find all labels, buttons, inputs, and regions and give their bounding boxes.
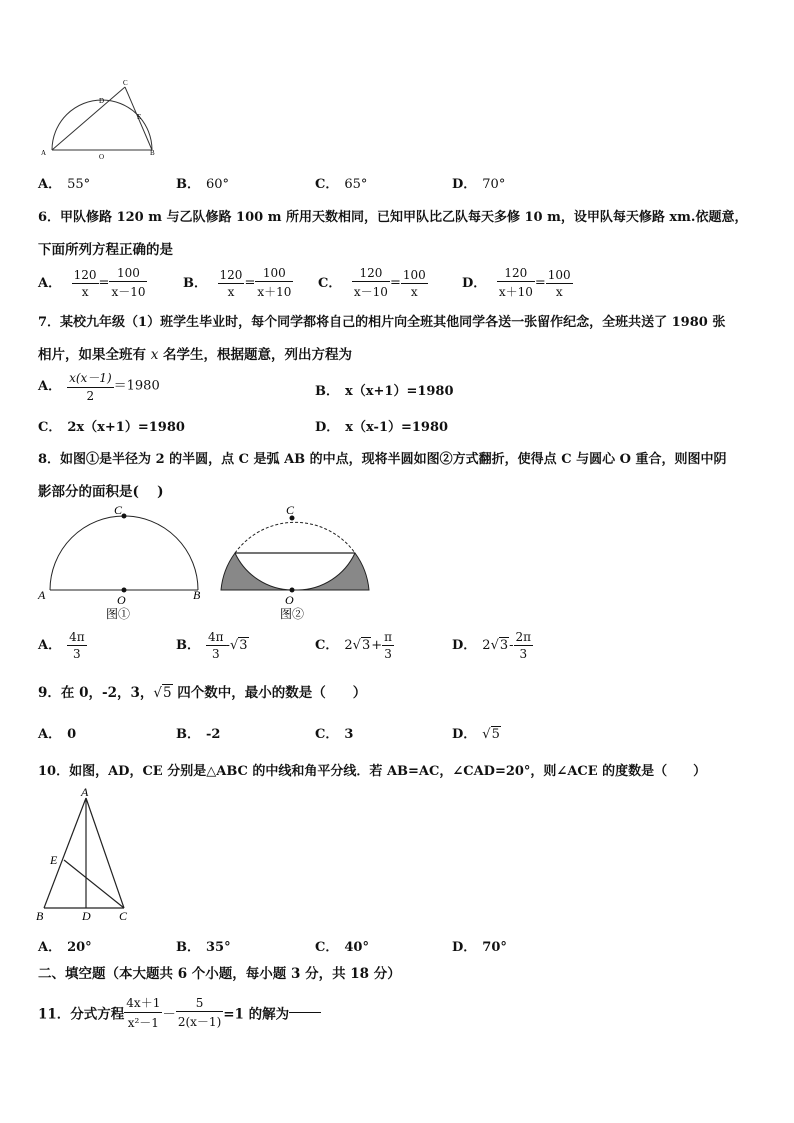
q10-stem: 10．如图，AD，CE 分别是△ABC 的中线和角平分线．若 AB=AC，∠CAD=20°，则∠ACE 的度数是（ ）: [38, 764, 707, 779]
q6-option-b[interactable]: B． $\frac{120}{x}$ = $\frac{100}{x+10}$: [183, 266, 292, 299]
q8-fig2-label-o: O: [285, 593, 294, 607]
q6-c-frac1: $\frac{120}{x-10}$: [353, 266, 388, 299]
q8-d-frac: $\frac{2\pi}{3}$: [515, 630, 532, 661]
q9-option-c[interactable]: C． 3: [315, 727, 354, 742]
q7-option-b[interactable]: B． x（x+1）=1980: [315, 384, 454, 399]
q8-stem-line1: 8．如图①是半径为 2 的半圆，点 C 是弧 AB 的中点，现将半圆如图②方式翻折，使得点 C 与圆心 O 重合，则图中阴: [38, 452, 727, 467]
section-2-heading: 二、填空题（本大题共 6 个小题，每小题 3 分，共 18 分）: [38, 966, 401, 982]
q8-stem-line2: 影部分的面积是( ): [38, 484, 164, 500]
q7-stem-line1: 7．某校九年级（1）班学生毕业时，每个同学都将自己的相片向全班其他同学各送一张留作纪念，全班共送了 1980 张: [38, 315, 726, 330]
q8-option-b[interactable]: B． $\frac{4\pi}{3}$ -√3: [176, 630, 248, 661]
q6-option-c[interactable]: C． $\frac{120}{x-10}$ = $\frac{100}{x}$: [318, 266, 426, 299]
q6-d-frac2: $\frac{100}{x}$: [547, 267, 571, 299]
q10-label-b: B: [36, 909, 44, 923]
q10-label-a: A: [81, 785, 89, 799]
q6-b-frac2: $\frac{100}{x+10}$: [257, 266, 292, 299]
q8-d-sqrt: √3: [490, 638, 509, 653]
q9-option-d[interactable]: D． √5: [452, 727, 500, 742]
q11-stem: 11．分式方程 $\frac{4x+1}{\text{x²－1}}$ － $\frac{5}{2(x-1)}$ =1 的解为: [38, 994, 321, 1031]
q8-fig1-label-o: O: [117, 593, 126, 607]
q10-option-b[interactable]: B． 35°: [176, 940, 231, 955]
q10-label-e: E: [50, 853, 58, 867]
q5-figure: [36, 75, 166, 165]
q10-option-c[interactable]: C． 40°: [315, 940, 369, 955]
q8-option-d[interactable]: D． 2√3- $\frac{2\pi}{3}$: [452, 630, 532, 661]
q9-d-sqrt: √5: [482, 727, 500, 742]
q5-label-d: D: [99, 97, 105, 105]
q5-option-d[interactable]: D． 70°: [452, 177, 506, 192]
q8-b-sqrt: √3: [229, 638, 248, 653]
q7-option-a[interactable]: A． $\frac{x(x-1)}{2}$ ＝1980: [38, 371, 160, 403]
q6-b-frac1: $\frac{120}{x}$: [219, 267, 243, 299]
q8-figure-2: [216, 498, 374, 626]
q9-stem-sqrt: √5: [153, 685, 172, 701]
q10-label-d: D: [82, 909, 91, 923]
q8-option-c[interactable]: C． 2√3+ $\frac{\pi}{3}$: [315, 630, 393, 661]
q8-fig1-label-a: A: [38, 588, 46, 602]
q8-option-a[interactable]: A． $\frac{4\pi}{3}$: [38, 630, 85, 661]
q8-c-sqrt: √3: [352, 638, 371, 653]
q8-a-frac: $\frac{4\pi}{3}$: [69, 630, 85, 661]
q8-b-frac: $\frac{4\pi}{3}$: [208, 630, 224, 661]
q6-option-a[interactable]: A． $\frac{120}{x}$ = $\frac{100}{x-10}$: [38, 266, 146, 299]
q6-option-d[interactable]: D． $\frac{120}{x+10}$ = $\frac{100}{x}$: [462, 266, 571, 299]
q6-stem-line2: 下面所列方程正确的是: [38, 242, 173, 258]
q9-stem: 9．在 0，-2，3，√5 四个数中，最小的数是（ ）: [38, 685, 367, 701]
q8-fig2-label-c: C: [286, 503, 295, 517]
q10-option-a[interactable]: A． 20°: [38, 940, 92, 955]
q6-a-frac2: $\frac{100}{x-10}$: [111, 266, 146, 299]
q7-option-d[interactable]: D． x（x-1）=1980: [315, 420, 449, 435]
q9-option-b[interactable]: B． -2: [176, 727, 221, 742]
q10-option-d[interactable]: D． 70°: [452, 940, 507, 955]
q8-fig1-label-b: B: [193, 588, 201, 602]
q5-label-c: C: [123, 79, 128, 87]
q10-label-c: C: [119, 909, 128, 923]
q11-answer-blank[interactable]: [289, 1012, 321, 1013]
q7-a-frac: $\frac{x(x-1)}{2}$: [69, 371, 112, 403]
q5-label-e: E: [137, 113, 142, 121]
q5-label-a: A: [41, 149, 47, 157]
q11-frac1: $\frac{4x+1}{\text{x²－1}}$: [126, 996, 161, 1030]
q8-fig2-caption: 图②: [280, 607, 305, 621]
q6-stem-line1: 6．甲队修路 120 m 与乙队修路 100 m 所用天数相同，已知甲队比乙队每天多修 10 m，设甲队每天修路 xm.依题意，: [38, 210, 748, 225]
q8-figure-1: [34, 498, 214, 626]
q7-stem-line2: 相片，如果全班有 x 名学生，根据题意，列出方程为: [38, 347, 353, 363]
q5-label-b: B: [150, 149, 155, 157]
q5-option-a[interactable]: A． 55°: [38, 177, 91, 192]
q5-option-b[interactable]: B． 60°: [176, 177, 230, 192]
q8-fig1-label-c: C: [114, 503, 123, 517]
q8-fig1-caption: 图①: [106, 607, 131, 621]
q11-frac2: $\frac{5}{2(x-1)}$: [177, 995, 222, 1029]
q6-a-frac1: $\frac{120}{x}$: [73, 267, 97, 299]
q5-label-o: O: [99, 153, 105, 161]
q9-option-a[interactable]: A． 0: [38, 727, 77, 742]
q8-c-frac: $\frac{\pi}{3}$: [384, 630, 393, 661]
q5-option-c[interactable]: C． 65°: [315, 177, 368, 192]
q6-c-frac2: $\frac{100}{x}$: [402, 267, 426, 299]
q6-d-frac1: $\frac{120}{x+10}$: [498, 266, 533, 299]
q7-option-c[interactable]: C． 2x（x+1）=1980: [38, 420, 185, 435]
q10-figure: [34, 782, 138, 924]
